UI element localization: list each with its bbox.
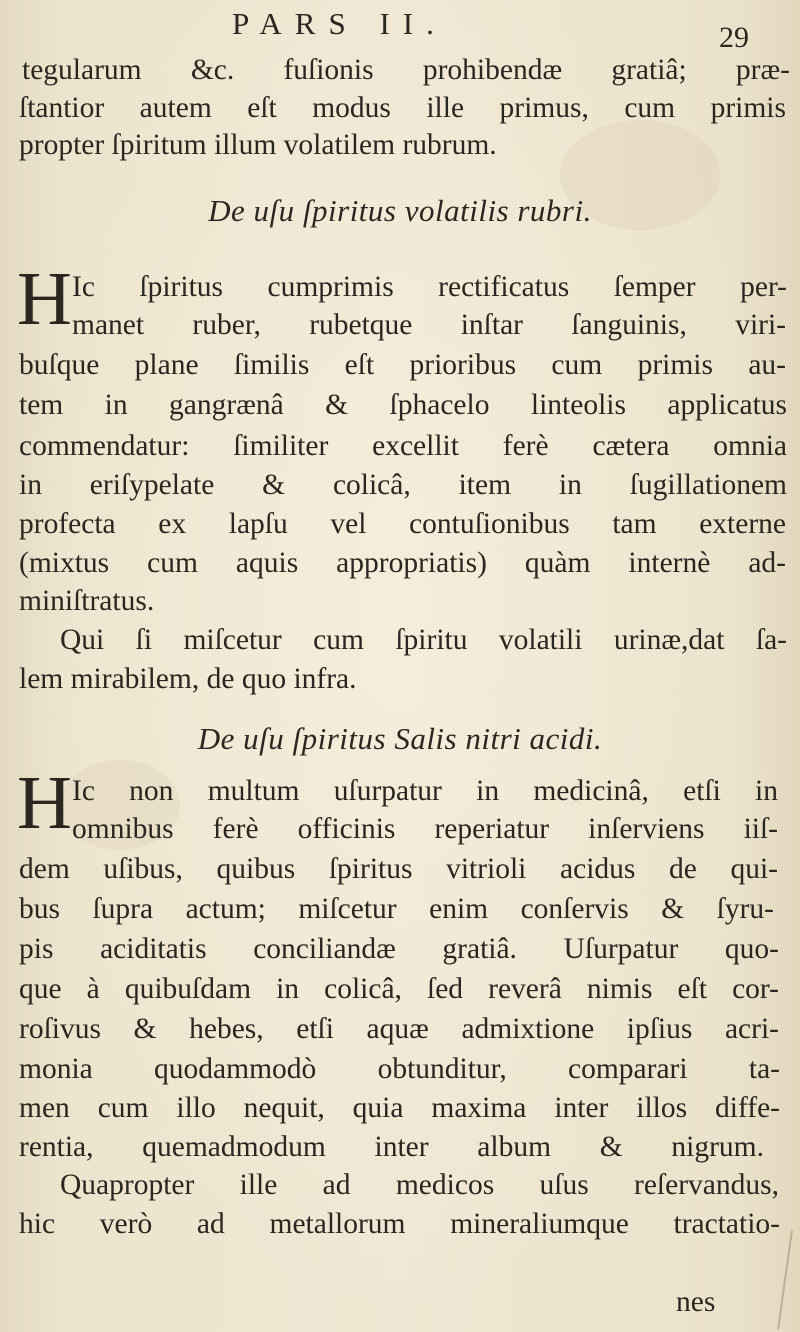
- text-line: manet ruber, rubetque inſtar ſanguinis, viri-: [72, 309, 786, 341]
- text-line: hic verò ad metallorum mineraliumque tractatio-: [19, 1208, 780, 1240]
- text-line: buſque plane ſimilis eſt prioribus cum primis au-: [19, 349, 786, 381]
- text-line: in eriſypelate & colicâ, item in ſugillationem: [19, 469, 787, 501]
- section-title: De uſu ſpiritus volatilis rubri.: [208, 193, 592, 228]
- text-line: que à quibuſdam in colicâ, ſed reverâ nimis eſt cor-: [19, 973, 779, 1005]
- running-head: PARS II.: [232, 6, 447, 41]
- page-header: [0, 4, 800, 54]
- text-line: propter ſpiritum illum volatilem rubrum.: [19, 129, 497, 161]
- drop-cap: H: [17, 768, 72, 840]
- text-line: profecta ex lapſu vel contuſionibus tam externe: [19, 508, 786, 540]
- text-line: rentia, quemadmodum inter album & nigrum.: [19, 1131, 764, 1163]
- catchword: nes: [676, 1286, 716, 1318]
- text-line: tegularum &c. fuſionis prohibendæ gratiâ; præ-: [22, 54, 790, 86]
- text-line: Ic ſpiritus cumprimis rectificatus ſemper per-: [72, 271, 787, 303]
- text-line: tem in gangrænâ & ſphacelo linteolis applicatus: [19, 389, 787, 421]
- text-line: ſtantior autem eſt modus ille primus, cum primis: [19, 92, 786, 124]
- drop-cap: H: [17, 264, 72, 336]
- text-line: commendatur: ſimiliter excellit ferè cætera omnia: [19, 430, 787, 462]
- text-line: lem mirabilem, de quo infra.: [19, 663, 357, 695]
- text-line: miniſtratus.: [19, 585, 155, 617]
- text-line: men cum illo nequit, quia maxima inter illos diffe-: [19, 1092, 780, 1124]
- page-edge-mark: [777, 1230, 793, 1329]
- text-line: monia quodammodò obtunditur, comparari ta-: [19, 1053, 780, 1085]
- text-line: Ic non multum uſurpatur in medicinâ, etſi in: [72, 775, 778, 807]
- text-line: pis aciditatis conciliandæ gratiâ. Uſurpatur quo-: [19, 933, 779, 965]
- section-title: De uſu ſpiritus Salis nitri acidi.: [197, 721, 603, 756]
- text-line: dem uſibus, quibus ſpiritus vitrioli acidus de qui-: [19, 853, 778, 885]
- text-line: omnibus ferè officinis reperiatur inſerviens iiſ-: [72, 813, 778, 845]
- text-line: Quapropter ille ad medicos uſus reſervandus,: [60, 1169, 779, 1201]
- text-line: bus ſupra actum; miſcetur enim conſervis & ſyru-: [19, 893, 774, 925]
- page-number: 29: [719, 21, 749, 54]
- text-line: roſivus & hebes, etſi aquæ admixtione ipſius acri-: [19, 1013, 779, 1045]
- text-line: Qui ſi miſcetur cum ſpiritu volatili urinæ,dat ſa-: [60, 624, 787, 656]
- text-line: (mixtus cum aquis appropriatis) quàm internè ad-: [19, 547, 786, 579]
